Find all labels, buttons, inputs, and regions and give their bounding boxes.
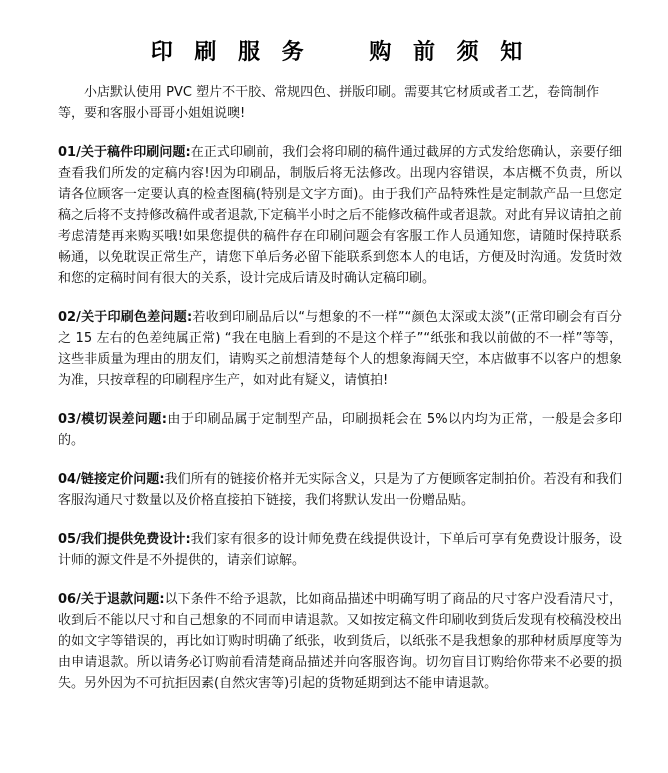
section-body: 若收到印刷品后以“与想象的不一样”“颜色太深或太淡”(正常印刷会有百分之 15 左右的色差纯属正常) “我在电脑上看到的不是这个样子”“纸张和我以前做的不一样”等等，这些非质量为理由的朋友们，请购买之前想清楚每个人的想象海阔天空，本店做事不以客户的想象为准，只按章程的印刷程序生产，如对此有疑义，请慎拍! (58, 310, 622, 388)
section-free-design (58, 529, 622, 571)
section-printing-draft (58, 142, 622, 289)
section-body: 我们所有的链接价格并无实际含义，只是为了方便顾客定制拍价。若没有和我们客服沟通尺寸数量以及价格直接拍下链接，我们将默认发出一份赠品贴。 (58, 472, 622, 508)
section-refund (58, 589, 622, 694)
page-title: 印 刷 服 务 购 前 须 知 (150, 40, 530, 65)
section-heading: 02/关于印刷色差问题: (58, 310, 193, 325)
section-heading: 04/链接定价问题: (58, 472, 165, 487)
notice-page (58, 0, 622, 694)
section-body: 在正式印刷前，我们会将印刷的稿件通过截屏的方式发给您确认，亲要仔细查看我们所发的定稿内容!因为印刷品，制版后将无法修改。出现内容错误，本店概不负责，所以请各位顾客一定要认真的检查图稿(特别是文字方面)。由于我们产品特殊性是定制款产品一旦您定稿之后将不支持修改稿件或者退款,下定稿半小时之后不能修改稿件或者退款。对此有异议请拍之前考虑清楚再来购买哦!如果您提供的稿件存在印刷问题会有客服工作人员通知您，请随时保持联系畅通，以免耽误正常生产，请您下单后务必留下能联系到您本人的电话，方便及时沟通。发货时效和您的定稿时间有很大的关系，设计完成后请及时确认定稿印刷。 (58, 145, 622, 286)
section-heading: 03/模切误差问题: (58, 412, 167, 427)
section-link-pricing (58, 469, 622, 511)
section-body: 以下条件不给予退款，比如商品描述中明确写明了商品的尺寸客户没看清尺寸，收到后不能以尺寸和自己想象的不同而申请退款。又如按定稿文件印刷收到货后发现有校稿没校出的如文字等错误的，再比如订购时明确了纸张，收到货后，以纸张不是我想象的那种材质厚度等为由申请退款。所以请务必订购前看清楚商品描述并向客服咨询。切勿盲目订购给你带来不必要的损失。另外因为不可抗拒因素(自然灾害等)引起的货物延期到达不能申请退款。 (58, 592, 622, 691)
intro-paragraph: 小店默认使用 PVC 塑片不干胶、常规四色、拼版印刷。需要其它材质或者工艺，卷筒制作等，要和客服小哥哥小姐姐说噢! (58, 85, 600, 121)
section-heading: 06/关于退款问题: (58, 592, 165, 607)
section-die-cut-error (58, 409, 622, 451)
section-body: 由于印刷品属于定制型产品，印刷损耗会在 5%以内均为正常，一般是会多印的。 (58, 412, 622, 448)
section-heading: 01/关于稿件印刷问题: (58, 145, 191, 160)
section-body: 我们家有很多的设计师免费在线提供设计，下单后可享有免费设计服务，设计师的源文件是不外提供的，请亲们谅解。 (58, 532, 622, 568)
section-heading: 05/我们提供免费设计: (58, 532, 191, 547)
section-color-difference (58, 307, 622, 391)
